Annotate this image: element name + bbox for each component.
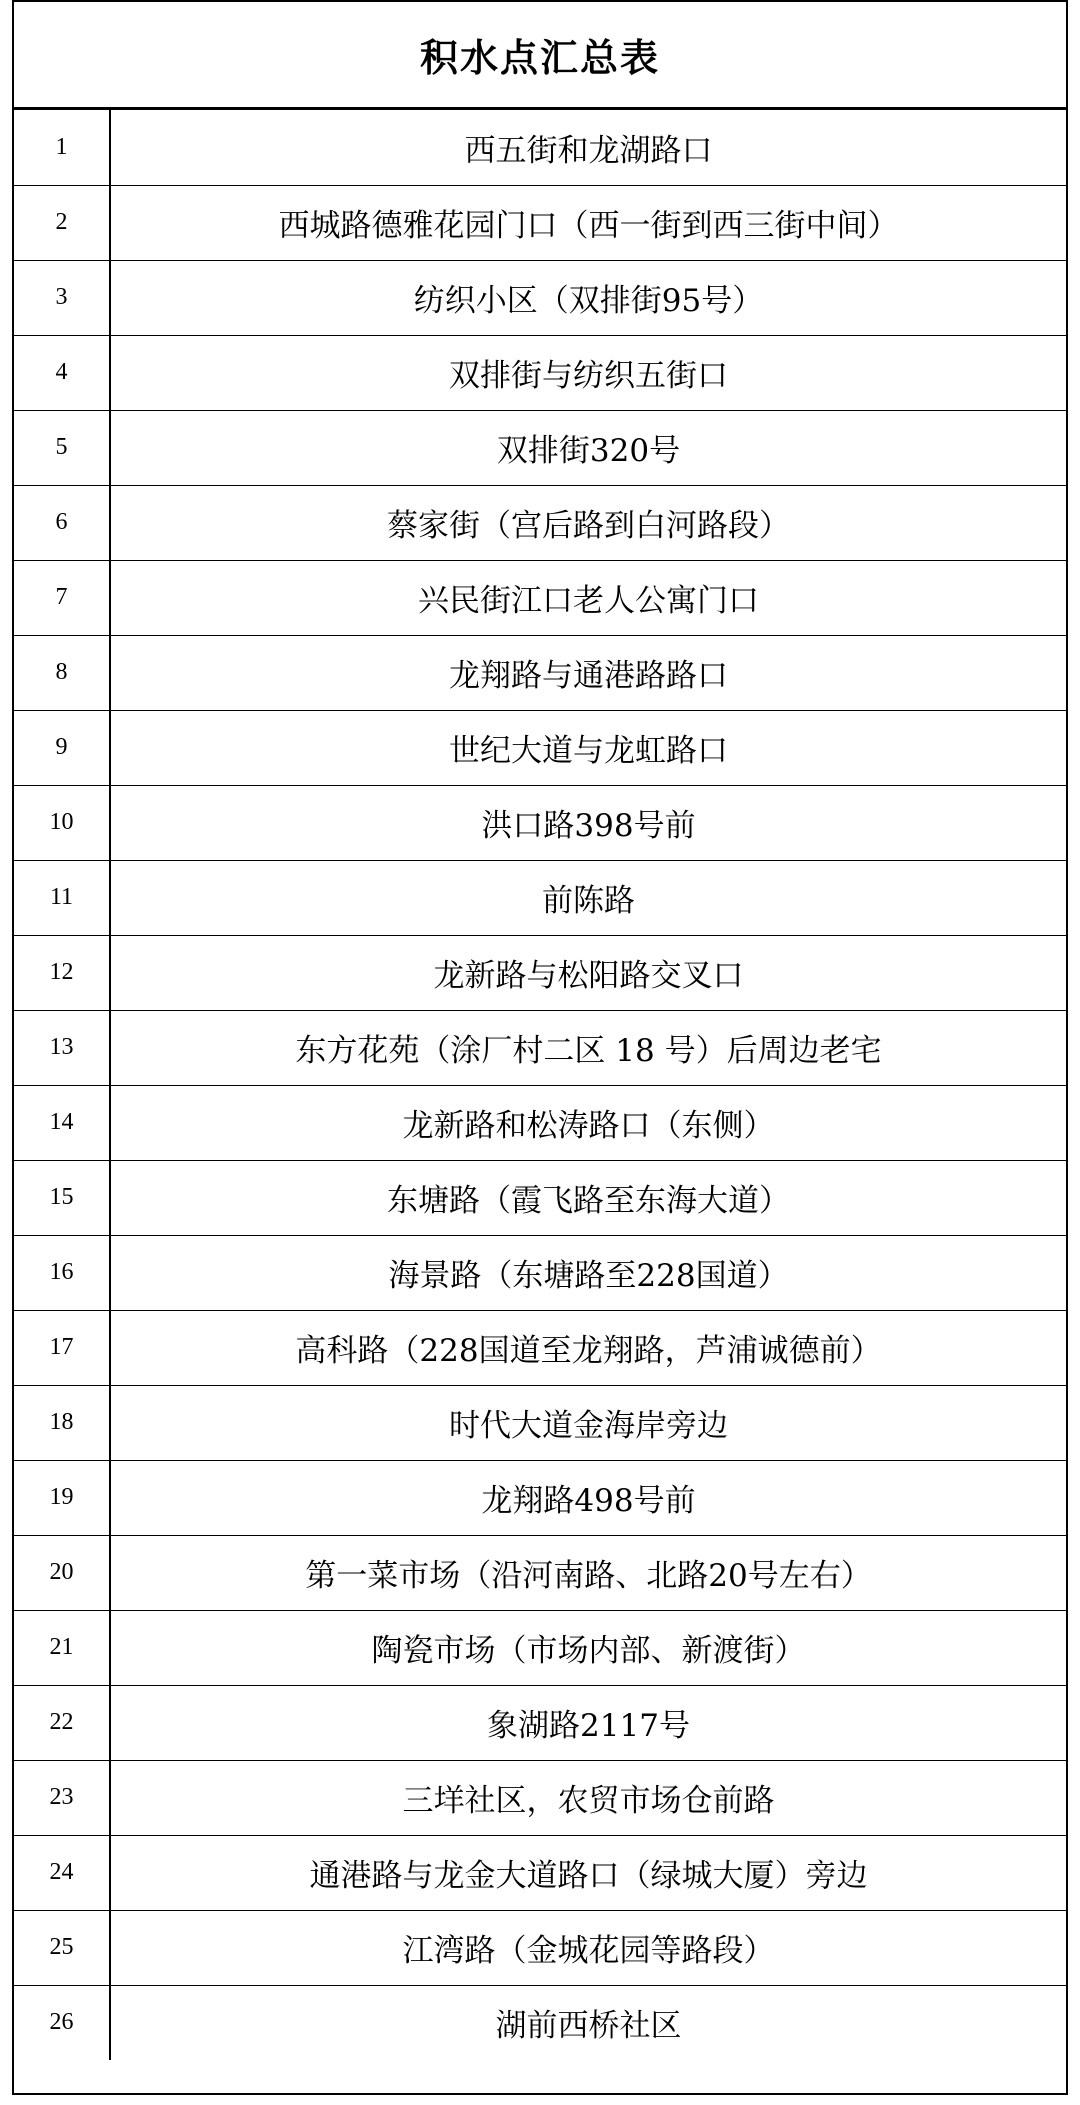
row-number: 9 xyxy=(14,710,110,785)
location-cell: 陶瓷市场（市场内部、新渡街） xyxy=(110,1610,1066,1685)
location-cell: 前陈路 xyxy=(110,860,1066,935)
row-number: 1 xyxy=(14,110,110,185)
location-cell: 三垟社区，农贸市场仓前路 xyxy=(110,1760,1066,1835)
location-cell: 西城路德雅花园门口（西一街到西三街中间） xyxy=(110,185,1066,260)
row-number: 18 xyxy=(14,1385,110,1460)
location-cell: 湖前西桥社区 xyxy=(495,2008,682,2045)
table-title: 积水点汇总表 xyxy=(419,36,660,80)
row-number: 21 xyxy=(14,1610,110,1685)
location-cell: 海景路（东塘路至228国道） xyxy=(110,1235,1066,1310)
row-number: 5 xyxy=(14,410,110,485)
table-row xyxy=(14,410,1066,485)
row-number: 13 xyxy=(14,1010,110,1085)
location-cell: 洪口路398号前 xyxy=(110,785,1066,860)
summary-table xyxy=(12,0,1068,2095)
row-number: 6 xyxy=(14,485,110,560)
table-row xyxy=(14,1760,1066,1835)
row-number: 20 xyxy=(14,1535,110,1610)
row-number: 8 xyxy=(14,635,110,710)
row-number: 16 xyxy=(14,1235,110,1310)
location-cell: 东塘路（霞飞路至东海大道） xyxy=(110,1160,1066,1235)
row-number: 26 xyxy=(14,1985,110,2060)
row-number: 2 xyxy=(14,185,110,260)
location-cell: 西五街和龙湖路口 xyxy=(110,110,1066,185)
location-cell: 龙翔路498号前 xyxy=(110,1460,1066,1535)
table-row xyxy=(14,860,1066,935)
table-row xyxy=(14,110,1066,185)
table-row xyxy=(14,1910,1066,1985)
location-cell: 蔡家街（宫后路到白河路段） xyxy=(110,485,1066,560)
table-row xyxy=(14,935,1066,1010)
location-cell: 兴民街江口老人公寓门口 xyxy=(110,560,1066,635)
table-row xyxy=(14,1835,1066,1910)
row-number: 12 xyxy=(14,935,110,1010)
location-cell: 双排街320号 xyxy=(110,410,1066,485)
row-number: 11 xyxy=(14,860,110,935)
waterlogging-points-table xyxy=(14,110,1066,2060)
location-cell: 龙新路与松阳路交叉口 xyxy=(110,935,1066,1010)
row-number: 7 xyxy=(14,560,110,635)
location-cell: 象湖路2117号 xyxy=(110,1685,1066,1760)
table-row xyxy=(14,560,1066,635)
row-number: 24 xyxy=(14,1835,110,1910)
location-cell: 纺织小区（双排街95号） xyxy=(110,260,1066,335)
table-row xyxy=(14,1085,1066,1160)
row-number: 15 xyxy=(14,1160,110,1235)
row-number: 14 xyxy=(14,1085,110,1160)
location-cell: 龙翔路与通港路路口 xyxy=(110,635,1066,710)
row-number: 3 xyxy=(14,260,110,335)
row-number: 23 xyxy=(14,1760,110,1835)
location-cell: 龙新路和松涛路口（东侧） xyxy=(110,1085,1066,1160)
table-row xyxy=(14,635,1066,710)
location-cell: 高科路（228国道至龙翔路，芦浦诚德前） xyxy=(110,1310,1066,1385)
table-row xyxy=(14,1985,1066,2060)
table-row xyxy=(14,485,1066,560)
table-row xyxy=(14,1610,1066,1685)
row-number: 19 xyxy=(14,1460,110,1535)
table-row xyxy=(14,1535,1066,1610)
table-row xyxy=(14,785,1066,860)
table-header xyxy=(14,2,1066,110)
row-number: 25 xyxy=(14,1910,110,1985)
table-row xyxy=(14,335,1066,410)
location-cell: 通港路与龙金大道路口（绿城大厦）旁边 xyxy=(110,1835,1066,1910)
table-row xyxy=(14,1310,1066,1385)
row-number: 17 xyxy=(14,1310,110,1385)
table-row xyxy=(14,1385,1066,1460)
location-cell: 时代大道金海岸旁边 xyxy=(110,1385,1066,1460)
table-row xyxy=(14,1235,1066,1310)
table-row xyxy=(14,1010,1066,1085)
table-row xyxy=(14,710,1066,785)
location-cell: 第一菜市场（沿河南路、北路20号左右） xyxy=(110,1535,1066,1610)
row-number: 4 xyxy=(14,335,110,410)
location-cell: 世纪大道与龙虹路口 xyxy=(110,710,1066,785)
row-number: 22 xyxy=(14,1685,110,1760)
table-row xyxy=(14,185,1066,260)
row-number: 10 xyxy=(14,785,110,860)
table-row xyxy=(14,1685,1066,1760)
location-cell: 江湾路（金城花园等路段） xyxy=(110,1910,1066,1985)
table-body xyxy=(14,110,1066,2060)
location-cell: 双排街与纺织五街口 xyxy=(110,335,1066,410)
table-row xyxy=(14,260,1066,335)
location-cell: 东方花苑（涂厂村二区 18 号）后周边老宅 xyxy=(110,1010,1066,1085)
table-row xyxy=(14,1160,1066,1235)
table-row xyxy=(14,1460,1066,1535)
